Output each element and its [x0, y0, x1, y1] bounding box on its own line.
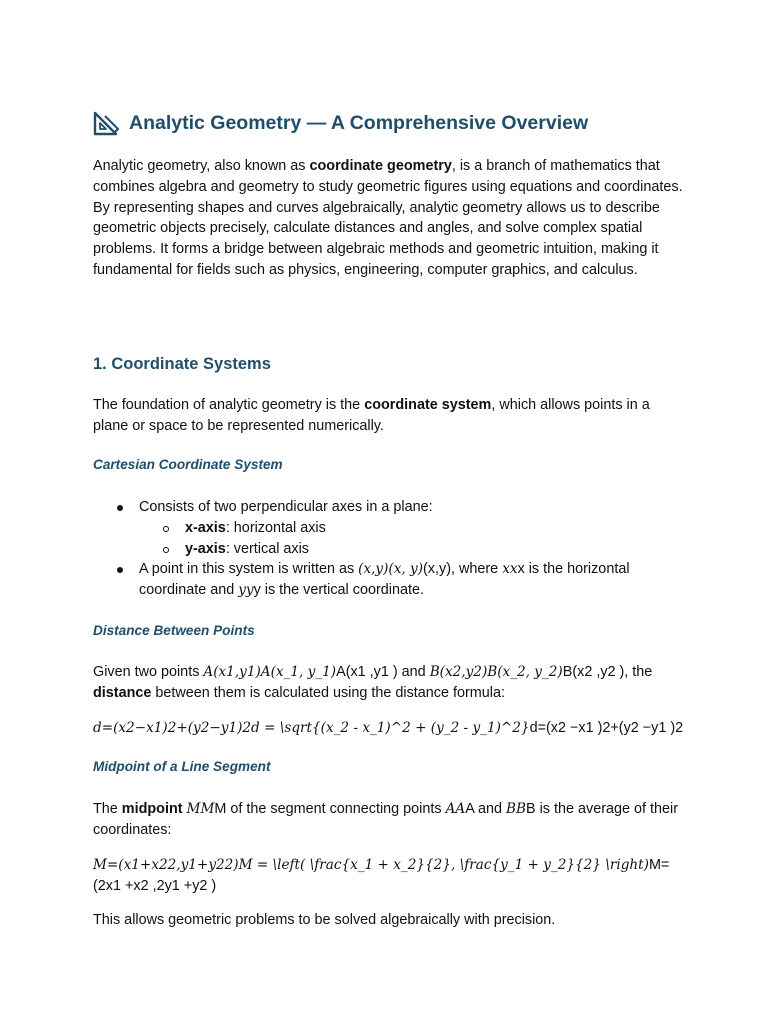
- section1-paragraph: The foundation of analytic geometry is the coordinate system, which allows points in a plane or space to be represented numerically.: [93, 397, 650, 434]
- section-heading-coordinate-systems: 1. Coordinate Systems: [93, 355, 271, 373]
- cartesian-list: [93, 497, 683, 601]
- subheading-distance: Distance Between Points: [93, 623, 255, 638]
- list-item: Consists of two perpendicular axes in a plane:: [93, 497, 683, 518]
- intro-paragraph: Analytic geometry, also known as coordinate geometry, is a branch of mathematics that combines algebra and geometry to study geometric figures using equations and coordinates. By representing shapes and curves algebraically, analytic geometry allows us to describe geometric objects precisely, calculate distances and angles, and solve complex spatial problems. It forms a bridge between algebraic methods and geometric intuition, making it fundamental for fields such as physics, engineering, computer graphics, and calculus.: [93, 158, 683, 278]
- midpoint-formula: M=(x1+x22,y1+y22)M = \left( \frac{x_1 + x_2}{2}, \frac{y_1 + y_2}{2} \right)M=(2x1 +x2 ,2y1 +y2 ): [93, 857, 670, 894]
- closing-paragraph: This allows geometric problems to be solved algebraically with precision.: [93, 912, 556, 928]
- list-item: y-axis: vertical axis: [93, 539, 683, 560]
- title-text: Analytic Geometry — A Comprehensive Overview: [129, 111, 589, 134]
- list-item: x-axis: horizontal axis: [93, 518, 683, 539]
- document-title: [93, 108, 683, 138]
- subheading-cartesian: Cartesian Coordinate System: [93, 457, 283, 472]
- intro-bold-term: coordinate geometry: [309, 158, 452, 174]
- ruler-triangle-icon: [93, 110, 121, 136]
- distance-paragraph: Given two points A(x1,y1)A(x_1, y_1)A(x1 ,y1 ) and B(x2,y2)B(x_2, y_2)B(x2 ,y2 ), the distance between them is calculated using the distance formula:: [93, 664, 653, 701]
- subheading-midpoint: Midpoint of a Line Segment: [93, 759, 271, 774]
- midpoint-paragraph: The midpoint MMM of the segment connecting points AAA and BBB is the average of their coordinates:: [93, 801, 679, 838]
- distance-formula: d=(x2−x1)2+(y2−y1)2d = \sqrt{(x_2 - x_1)^2 + (y_2 - y_1)^2}d=(x2 −x1 )2+(y2 −y1 )2: [93, 720, 684, 736]
- list-item: A point in this system is written as (x,y)(x, y)(x,y), where xxx is the horizontal coordinate and yyy is the vertical coordinate.: [93, 559, 683, 601]
